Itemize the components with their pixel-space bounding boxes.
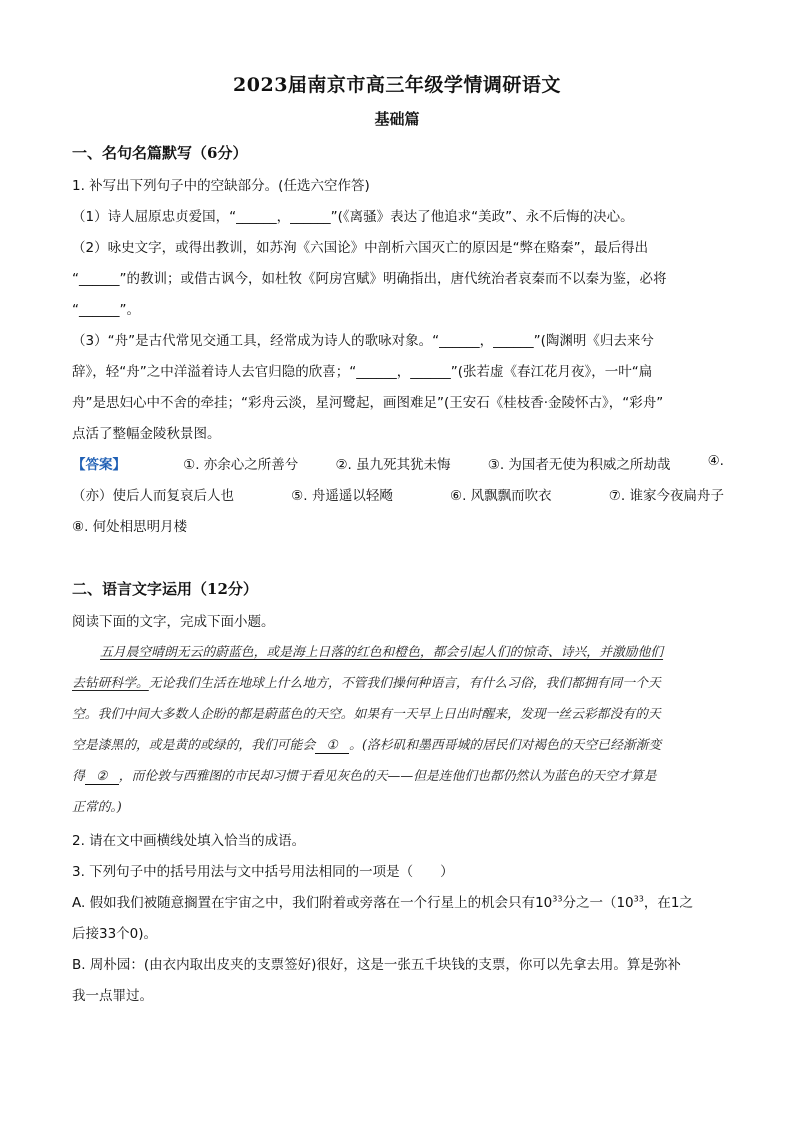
answer-row-2 (72, 484, 724, 504)
question-3: 3. 下列句子中的括号用法与文中括号用法相同的一项是（ ） (72, 864, 454, 880)
answer-row-1 (72, 453, 724, 473)
passage-line-2 (72, 672, 724, 691)
option-b-line2: 我一点罪过。 (72, 988, 153, 1004)
passage-line-1: 五月晨空晴朗无云的蔚蓝色，或是海上日落的红色和橙色，都会引起人们的惊奇、诗兴，并激励他们 (100, 645, 664, 660)
question-1: 1. 补写出下列句子中的空缺部分。(任选六空作答) (72, 178, 370, 194)
blank-2: ② (85, 770, 119, 785)
answer-4-num: ④. (707, 453, 724, 469)
reading-intro: 阅读下面的文字，完成下面小题。 (72, 614, 275, 630)
question-2: 2. 请在文中画横线处填入恰当的成语。 (72, 833, 306, 849)
answer-5: ⑤. 舟遥遥以轻飏 (291, 488, 393, 504)
section2-heading: 二、语言文字运用（12分） (72, 580, 258, 598)
q1-part3-line4: 点活了整幅金陵秋景图。 (72, 426, 221, 442)
option-b-line1: B. 周朴园：(由衣内取出皮夹的支票签好)很好，这是一张五千块钱的支票，你可以先拿去用。算是弥补 (72, 957, 681, 973)
q1-part3-line1: （3）“舟”是古代常见交通工具，经常成为诗人的歌咏对象。“______，______”(陶渊明《归去来兮 (72, 333, 654, 349)
passage-line-5 (72, 765, 724, 785)
answer-2: ②. 虽九死其犹未悔 (335, 457, 451, 473)
passage-line-4a: 空是漆黑的，或是黄的或绿的，我们可能会 (72, 738, 316, 753)
passage-line-2-underlined: 去钻研科学。 (72, 676, 149, 691)
passage-line-6: 正常的。) (72, 800, 122, 815)
passage-line-4 (72, 734, 724, 754)
page-title: 2023届南京市高三年级学情调研语文 (233, 74, 561, 96)
q1-part2-line3: “______”。 (72, 302, 140, 318)
answer-8: ⑧. 何处相思明月楼 (72, 519, 188, 535)
passage-line-5a: 得 (72, 769, 85, 784)
passage-line-5b: ，而伦敦与西雅图的市民却习惯于看见灰色的天——但是连他们也都仍然认为蓝色的天空才算是 (118, 769, 657, 784)
answer-4: （亦）使后人而复哀后人也 (72, 488, 234, 504)
answer-7: ⑦. 谁家今夜扁舟子 (608, 488, 724, 504)
blank-1: ① (315, 739, 349, 754)
passage-line-4b: 。(洛杉矶和墨西哥城的居民们对褐色的天空已经渐渐变 (349, 738, 662, 753)
q1-part3-line2: 辞》，轻“舟”之中洋溢着诗人去官归隐的欣喜；“______，______”(张若虚《春江花月夜》，一叶“扁 (72, 364, 653, 380)
answer-1: ①. 亦余心之所善兮 (183, 457, 299, 473)
passage-line-3: 空。我们中间大多数人企盼的都是蔚蓝色的天空。如果有一天早上日出时醒来，发现一丝云彩都没有的天 (72, 707, 661, 722)
q1-part1: （1）诗人屈原忠贞爱国，“______，______”(《离骚》表达了他追求“美政”、永不后悔的决心。 (72, 209, 634, 225)
passage-line-2-rest: 无论我们生活在地球上什么地方，不管我们操何种语言，有什么习俗，我们都拥有同一个天 (148, 676, 661, 691)
page-subtitle: 基础篇 (374, 110, 420, 128)
option-a-line2: 后接33个0)。 (72, 926, 158, 942)
q1-part3-line3: 舟”是思妇心中不舍的牵挂；“彩舟云淡，星河鹭起，画图难足”(王安石《桂枝香·金陵怀古》，“彩舟” (72, 395, 664, 411)
answer-3: ③. 为国者无使为积威之所劫哉 (487, 457, 671, 473)
section1-heading: 一、名句名篇默写（6分） (72, 144, 248, 162)
answer-label: 【答案】 (72, 457, 126, 473)
q1-part2-line1: （2）咏史文字，或得出教训，如苏洵《六国论》中剖析六国灭亡的原因是“弊在赂秦”，最后得出 (72, 240, 649, 256)
option-a-line1: A. 假如我们被随意搁置在宇宙之中，我们附着或旁落在一个行星上的机会只有$10^{33}$分之一（$10^{33}$，在1之 (72, 894, 693, 911)
q1-part2-line2: “______”的教训；或借古讽今，如杜牧《阿房宫赋》明确指出，唐代统治者哀秦而不以秦为鉴，必将 (72, 271, 667, 287)
answer-6: ⑥. 风飘飘而吹衣 (449, 488, 552, 504)
